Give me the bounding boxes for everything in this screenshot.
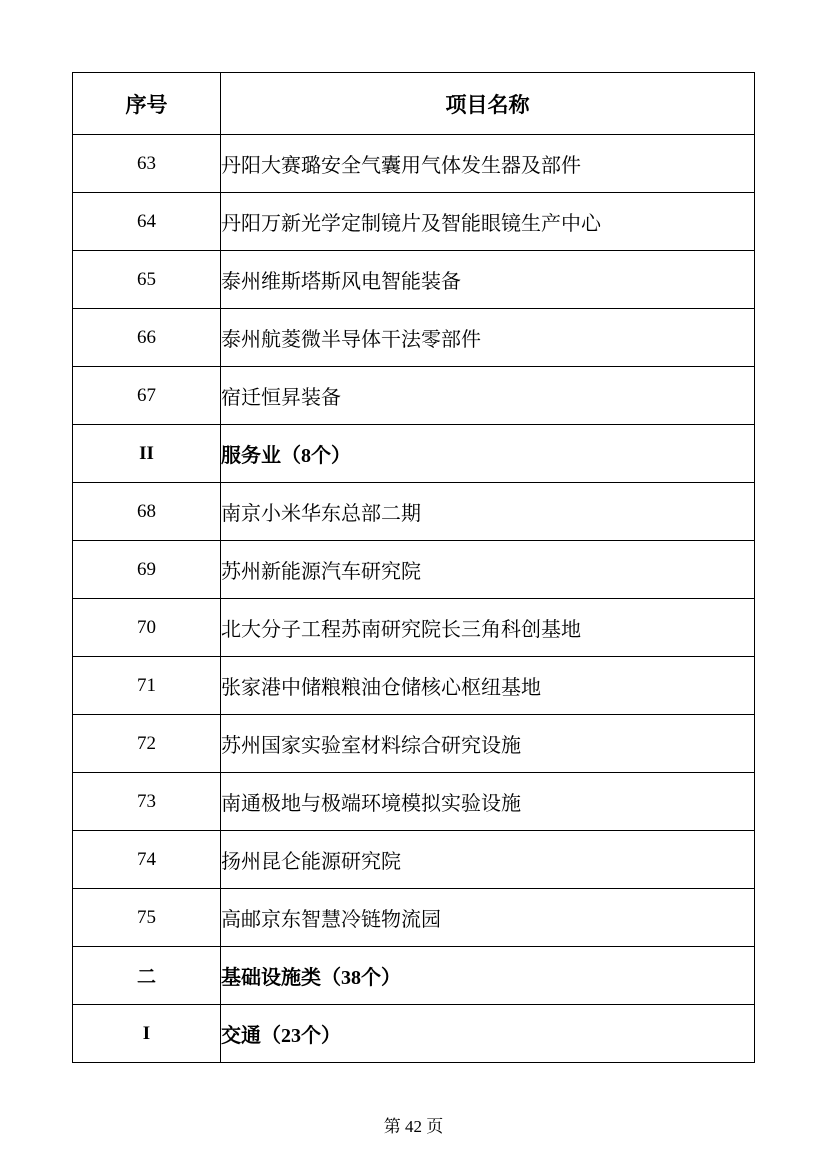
table-row xyxy=(73,483,755,541)
section-title: 交通（23个） xyxy=(221,1005,755,1063)
row-project-name: 宿迁恒昇装备 xyxy=(221,367,755,425)
table-row xyxy=(73,657,755,715)
row-project-name: 南京小米华东总部二期 xyxy=(221,483,755,541)
row-project-name: 扬州昆仑能源研究院 xyxy=(221,831,755,889)
table-row xyxy=(73,773,755,831)
row-index: 72 xyxy=(73,715,221,773)
row-index: 69 xyxy=(73,541,221,599)
row-project-name: 苏州新能源汽车研究院 xyxy=(221,541,755,599)
section-index: 二 xyxy=(73,947,221,1005)
table-row xyxy=(73,889,755,947)
page-footer: 第 42 页 xyxy=(383,1117,444,1136)
table-body xyxy=(73,73,755,1063)
row-index: 70 xyxy=(73,599,221,657)
table-row xyxy=(73,193,755,251)
row-project-name: 泰州航菱微半导体干法零部件 xyxy=(221,309,755,367)
section-index: II xyxy=(73,425,221,483)
row-project-name: 泰州维斯塔斯风电智能装备 xyxy=(221,251,755,309)
row-project-name: 丹阳大赛璐安全气囊用气体发生器及部件 xyxy=(221,135,755,193)
table-row xyxy=(73,715,755,773)
section-index: I xyxy=(73,1005,221,1063)
table-row xyxy=(73,135,755,193)
section-title: 基础设施类（38个） xyxy=(221,947,755,1005)
row-index: 68 xyxy=(73,483,221,541)
row-project-name: 苏州国家实验室材料综合研究设施 xyxy=(221,715,755,773)
row-index: 75 xyxy=(73,889,221,947)
table-row xyxy=(73,251,755,309)
table-header-row xyxy=(73,73,755,135)
column-header-index: 序号 xyxy=(73,73,221,135)
row-index: 74 xyxy=(73,831,221,889)
section-title: 服务业（8个） xyxy=(221,425,755,483)
row-index: 65 xyxy=(73,251,221,309)
row-project-name: 南通极地与极端环境模拟实验设施 xyxy=(221,773,755,831)
table-row xyxy=(73,541,755,599)
table-section-row xyxy=(73,425,755,483)
row-project-name: 高邮京东智慧冷链物流园 xyxy=(221,889,755,947)
row-index: 73 xyxy=(73,773,221,831)
row-project-name: 北大分子工程苏南研究院长三角科创基地 xyxy=(221,599,755,657)
row-index: 63 xyxy=(73,135,221,193)
row-index: 71 xyxy=(73,657,221,715)
table-row xyxy=(73,367,755,425)
row-project-name: 张家港中储粮粮油仓储核心枢纽基地 xyxy=(221,657,755,715)
table-section-row xyxy=(73,947,755,1005)
table-section-row xyxy=(73,1005,755,1063)
column-header-project-name: 项目名称 xyxy=(221,73,755,135)
table-row xyxy=(73,831,755,889)
row-index: 67 xyxy=(73,367,221,425)
row-index: 66 xyxy=(73,309,221,367)
row-project-name: 丹阳万新光学定制镜片及智能眼镜生产中心 xyxy=(221,193,755,251)
table-row xyxy=(73,599,755,657)
row-index: 64 xyxy=(73,193,221,251)
project-list-table xyxy=(72,72,755,1063)
table-row xyxy=(73,309,755,367)
